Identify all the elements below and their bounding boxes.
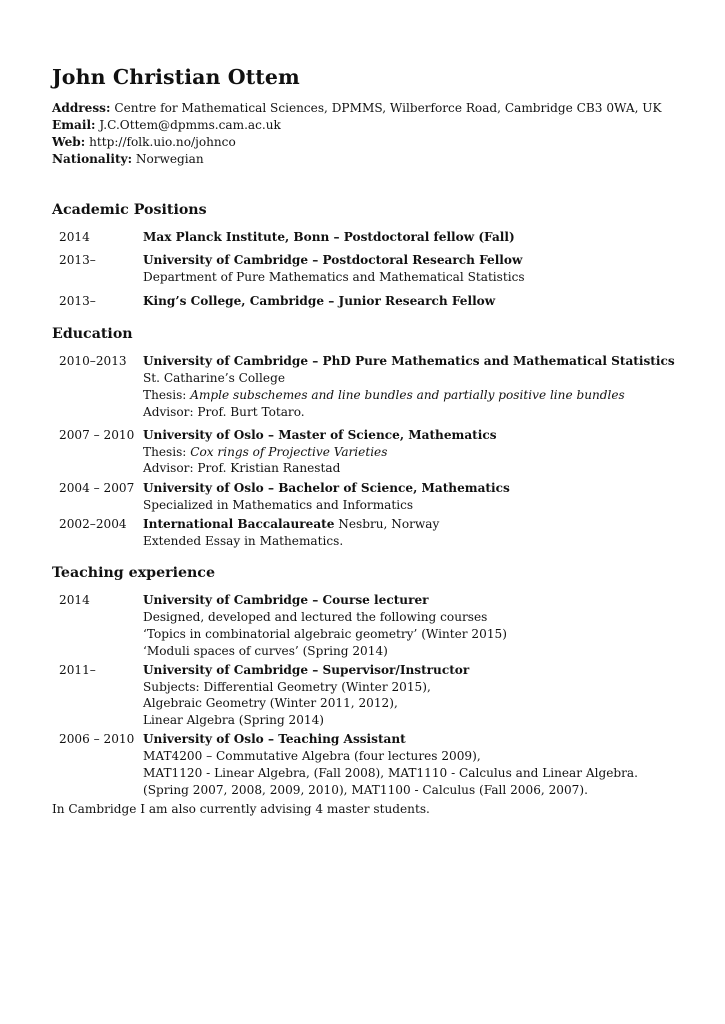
entry-heading: University of Cambridge – PhD Pure Mathematics and Mathematical Statistics [143, 354, 675, 368]
entry-date: 2013– [59, 293, 96, 308]
entry-body [143, 662, 692, 730]
advising-note: In Cambridge I am also currently advising 4 master students. [52, 802, 430, 816]
thesis-title: Ample subschemes and line bundles and partially positive line bundles [190, 387, 625, 402]
thesis-label: Thesis: [143, 444, 191, 459]
entry-heading-line [143, 516, 692, 533]
cv-page [52, 64, 692, 816]
entry-heading: University of Oslo – Bachelor of Science, Mathematics [143, 481, 510, 496]
web-label: Web: [52, 134, 86, 149]
entry-heading: University of Cambridge – Course lecturer [143, 593, 429, 607]
education-entry [52, 353, 692, 421]
academic-entry [52, 293, 692, 310]
entry-date: 2014 [59, 593, 90, 607]
entry-body [143, 731, 692, 799]
entry-detail: MAT4200 – Commutative Algebra (four lectures 2009), [143, 749, 481, 764]
entry-detail: Linear Algebra (Spring 2014) [143, 713, 325, 728]
entry-detail: (Spring 2007, 2008, 2009, 2010), MAT1100 - Calculus (Fall 2006, 2007). [143, 782, 588, 797]
entry-body [143, 516, 692, 550]
teaching-entry [52, 731, 692, 799]
entry-date: 2010–2013 [59, 354, 127, 368]
entry-body [143, 592, 692, 660]
entry-detail: MAT1120 - Linear Algebra, (Fall 2008), MAT1110 - Calculus and Linear Algebra. [143, 766, 638, 781]
address-label: Address: [52, 101, 111, 115]
academic-entry [52, 229, 692, 246]
nationality-label: Nationality: [52, 151, 133, 166]
entry-date: 2007 – 2010 [59, 427, 135, 442]
email-row [52, 117, 692, 134]
entry-date: 2011– [59, 662, 96, 677]
entry-body [143, 293, 692, 310]
contact-block [52, 100, 692, 168]
advisor-line: Advisor: Prof. Kristian Ranestad [143, 461, 341, 476]
academic-entry [52, 252, 692, 286]
education-entry [52, 516, 692, 550]
nationality-value: Norwegian [135, 151, 204, 166]
section-title: Teaching experience [52, 565, 215, 581]
education-entry [52, 480, 692, 514]
teaching-entry [52, 662, 692, 730]
thesis-line [143, 387, 692, 404]
academic-positions-section [52, 201, 692, 310]
page-title: John Christian Ottem [52, 65, 300, 89]
entry-body [143, 480, 692, 514]
entry-detail: ‘Topics in combinatorial algebraic geometry’ (Winter 2015) [143, 626, 507, 641]
entry-body [143, 427, 692, 478]
section-title: Academic Positions [52, 202, 207, 218]
entry-heading: King’s College, Cambridge – Junior Research Fellow [143, 293, 496, 308]
entry-date: 2004 – 2007 [59, 481, 135, 496]
teaching-entry [52, 592, 692, 660]
address-value: Centre for Mathematical Sciences, DPMMS, Wilberforce Road, Cambridge CB3 0WA, UK [114, 101, 662, 115]
academic-entries [52, 229, 692, 310]
entry-body [143, 252, 692, 286]
thesis-line [143, 444, 692, 461]
entry-detail: Designed, developed and lectured the following courses [143, 609, 488, 624]
education-section [52, 325, 692, 550]
entry-heading: International Baccalaureate [143, 517, 335, 532]
entry-date: 2006 – 2010 [59, 732, 135, 747]
address-row [52, 100, 692, 117]
entry-heading: Max Planck Institute, Bonn – Postdoctoral fellow (Fall) [143, 230, 515, 244]
entry-heading: University of Cambridge – Postdoctoral Research Fellow [143, 252, 523, 267]
entry-detail: Subjects: Differential Geometry (Winter 2015), [143, 679, 431, 694]
entry-body [143, 229, 692, 246]
entry-date: 2013– [59, 252, 96, 267]
entry-detail: St. Catharine’s College [143, 370, 285, 385]
thesis-title: Cox rings of Projective Varieties [190, 444, 388, 459]
entry-heading: University of Oslo – Teaching Assistant [143, 732, 406, 747]
education-entries [52, 353, 692, 550]
entry-detail: Extended Essay in Mathematics. [143, 534, 344, 549]
entry-body [143, 353, 692, 421]
teaching-section [52, 564, 692, 799]
nationality-row [52, 151, 692, 168]
entry-heading: University of Cambridge – Supervisor/Instructor [143, 662, 470, 677]
entry-detail: Specialized in Mathematics and Informatics [143, 498, 414, 513]
entry-date: 2002–2004 [59, 517, 127, 532]
web-row [52, 134, 692, 151]
advisor-line: Advisor: Prof. Burt Totaro. [143, 404, 305, 419]
section-title: Education [52, 326, 133, 342]
web-link[interactable]: http://folk.uio.no/johnco [89, 134, 236, 149]
thesis-label: Thesis: [143, 387, 191, 402]
entry-heading-rest: Nesbru, Norway [334, 517, 440, 532]
education-entry [52, 427, 692, 478]
email-label: Email: [52, 117, 96, 132]
teaching-entries [52, 592, 692, 799]
entry-detail: Algebraic Geometry (Winter 2011, 2012), [143, 696, 398, 711]
entry-heading: University of Oslo – Master of Science, Mathematics [143, 427, 497, 442]
email-value[interactable]: J.C.Ottem@dpmms.cam.ac.uk [99, 117, 281, 132]
entry-detail: ‘Moduli spaces of curves’ (Spring 2014) [143, 643, 388, 658]
entry-detail: Department of Pure Mathematics and Mathematical Statistics [143, 269, 525, 284]
entry-date: 2014 [59, 230, 90, 244]
